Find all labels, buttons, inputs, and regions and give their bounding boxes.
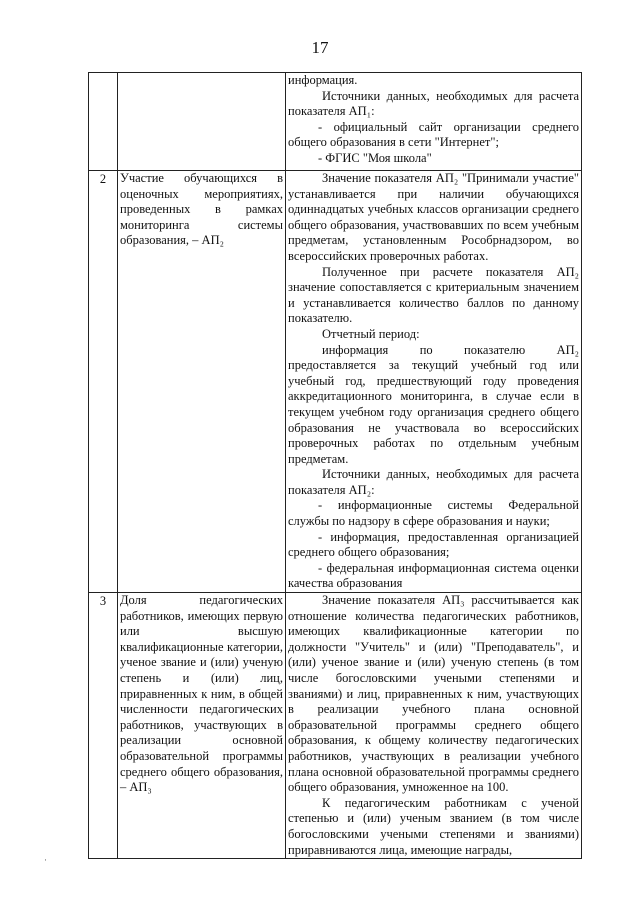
indicators-table — [88, 72, 582, 859]
table-row — [89, 73, 582, 171]
description-paragraph: Значение показателя АП₂ "Принимали участие" устанавливается при наличии обучающихся одиннадцатых учебных классов организации среднего общего образования, участвовавших по всем учебным предметам, установленным Рособрнадзором, во всероссийских проверочных работах. — [288, 171, 579, 263]
indicator-name-cell: Участие обучающихся в оценочных мероприятиях, проведенных в рамках мониторинга системы образования, – АП₂ — [118, 171, 286, 593]
description-paragraph: Значение показателя АП₃ рассчитывается как отношение количества педагогических работников, имеющих квалификационные категории по должности "Учитель" и (или) "Преподаватель", и (или) ученое звание и (или) ученую степень (в том числе богословскими учеными степенями и званиями) и лиц, приравненных к ним, участвующих в реализации учебного плана основной образовательной программы среднего общего образования, к общему количеству педагогических работников, участвующих в реализации учебного плана основной образовательной программы среднего общего образования, умноженное на 100. — [288, 593, 579, 795]
indicator-name-cell: Доля педагогических работников, имеющих первую или высшую квалификационные категории, ученое звание и (или) ученую степень и (или) лиц, приравненных к ним, в общей численности педагогических работников, участвующих в реализации основной образовательной программы среднего общего образования, – АП₃ — [118, 593, 286, 859]
description-paragraph: - информационные системы Федеральной службы по надзору в сфере образования и науки; — [288, 498, 579, 529]
indicator-name-cell — [118, 73, 286, 171]
description-paragraph: - официальный сайт организации среднего общего образования в сети "Интернет"; — [288, 119, 579, 150]
description-paragraph: информация по показателю АП₂ предоставляется за текущий учебный год или учебный год, предшествующий году проведения аккредитационного мониторинга, в случае если в текущем учебном году организация среднего общего образования не участвовала во всероссийских проверочных работах по отдельным учебным предметам. — [288, 342, 579, 466]
calculation-description-cell — [286, 171, 582, 593]
description-paragraph: информация. — [288, 73, 358, 87]
description-paragraph: Отчетный период: — [322, 326, 420, 341]
page-number: 17 — [311, 38, 329, 57]
row-number-cell — [89, 73, 118, 171]
table-row — [89, 593, 582, 859]
description-paragraph: - информация, предоставленная организацией среднего общего образования; — [288, 529, 579, 560]
calculation-description-cell — [286, 73, 582, 171]
calculation-description-cell — [286, 593, 582, 859]
description-paragraph: - ФГИС "Моя школа" — [318, 150, 432, 165]
description-paragraph: Полученное при расчете показателя АП₂ значение сопоставляется с критериальным значением и устанавливается количество баллов по данному показателю. — [288, 264, 579, 326]
row-number-cell: 3 — [89, 593, 118, 859]
scan-mark: · — [44, 855, 47, 865]
table-row — [89, 171, 582, 593]
description-paragraph: Источники данных, необходимых для расчета показателя АП₁: — [288, 88, 579, 119]
description-paragraph: Источники данных, необходимых для расчета показателя АП₂: — [288, 467, 579, 497]
description-paragraph: К педагогическим работникам с ученой степенью и (или) ученым званием (в том числе богословскими учеными степенями и званиями) приравниваются лица, имеющие награды, — [288, 795, 579, 857]
indicators-table-body — [89, 73, 582, 859]
row-number-cell: 2 — [89, 171, 118, 593]
description-paragraph: - федеральная информационная система оценки качества образования — [288, 560, 579, 591]
